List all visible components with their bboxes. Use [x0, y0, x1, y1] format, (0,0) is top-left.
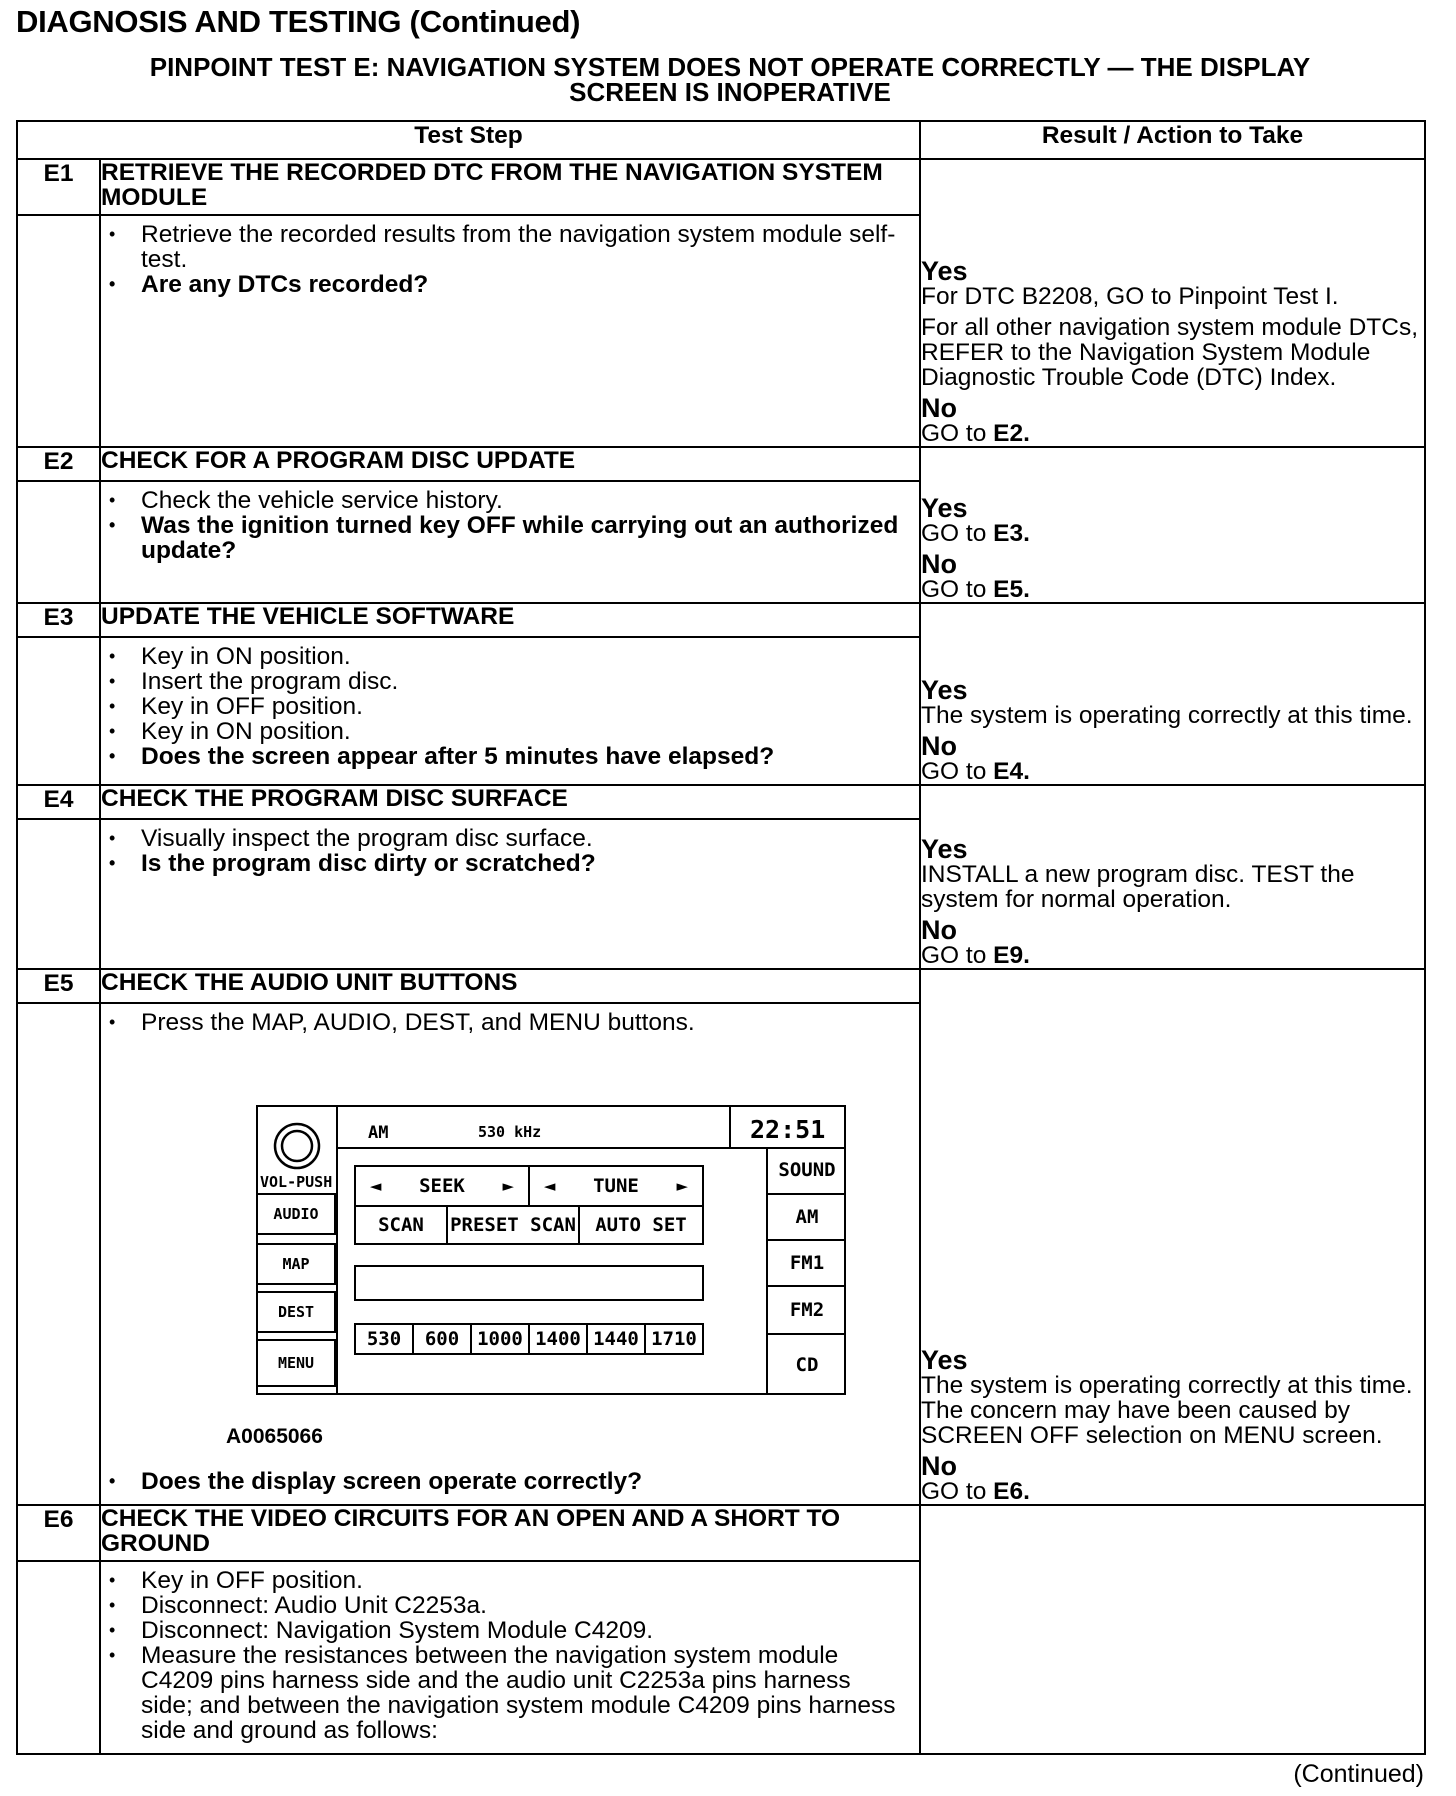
pinpoint-test-title [60, 52, 1400, 107]
result-text: The system is operating correctly at this time. [921, 702, 1413, 729]
result-text [921, 577, 1424, 602]
figure-caption: A0065066 [226, 1425, 323, 1448]
header-test-step: Test Step [17, 121, 920, 159]
preset-button: 1000 [472, 1323, 530, 1355]
result-text: INSTALL a new program disc. TEST the system for normal operation. [921, 861, 1355, 913]
bullet-question: • Does the screen appear after 5 minutes have elapsed? [141, 744, 909, 769]
preset-button: 530 [354, 1323, 414, 1355]
result-text: For DTC B2208, GO to Pinpoint Test I. [921, 283, 1339, 310]
step-body [100, 637, 920, 785]
step-result [920, 159, 1425, 447]
volume-knob-icon [272, 1121, 322, 1171]
bullet-question: • Was the ignition turned key OFF while carrying out an authorized update? [141, 513, 909, 563]
result-text: For all other navigation system module DTCs, REFER to the Navigation System Module Diagnostic Trouble Code (DTC) Index. [921, 314, 1418, 391]
goto-target: E6. [993, 1478, 1030, 1505]
preset-row [354, 1323, 704, 1355]
preset-button: 1440 [588, 1323, 646, 1355]
menu-button: MENU [256, 1339, 336, 1387]
preset-scan-button: PRESET SCAN [446, 1205, 580, 1245]
tune-control [528, 1165, 704, 1207]
seek-label: SEEK [419, 1175, 465, 1197]
bullet: • Press the MAP, AUDIO, DEST, and MENU buttons. [141, 1010, 909, 1035]
bullet: • Disconnect: Audio Unit C2253a. [141, 1593, 909, 1618]
result-yes: Yes [921, 675, 968, 705]
dest-button: DEST [256, 1291, 336, 1333]
map-button: MAP [256, 1243, 336, 1285]
audio-button: AUDIO [256, 1193, 336, 1235]
preset-button: 1400 [530, 1323, 588, 1355]
bullet-question: • Does the display screen operate correctly? [141, 1469, 909, 1494]
result-yes: Yes [921, 834, 968, 864]
result-no: No [921, 915, 957, 945]
am-button: AM [766, 1193, 846, 1241]
clock-display: 22:51 [750, 1115, 826, 1144]
step-result [920, 1505, 1425, 1754]
goto-target: E2. [993, 420, 1030, 447]
bullet-question: • Are any DTCs recorded? [141, 272, 909, 297]
goto-target: E5. [993, 576, 1030, 603]
step-id: E3 [17, 603, 100, 637]
step-body [100, 819, 920, 969]
step-result [920, 969, 1425, 1505]
bullet-question: • Is the program disc dirty or scratched? [141, 851, 909, 876]
fm1-button: FM1 [766, 1239, 846, 1287]
result-text [921, 521, 1424, 546]
goto-label: GO to [921, 420, 987, 447]
sound-button: SOUND [766, 1147, 846, 1195]
audio-unit-figure [256, 1105, 846, 1395]
step-id: E2 [17, 447, 100, 481]
result-no: No [921, 1451, 957, 1481]
bullet: • Visually inspect the program disc surface. [141, 826, 909, 851]
goto-label: GO to [921, 520, 987, 547]
step-result [920, 785, 1425, 969]
subtitle-line-1: PINPOINT TEST E: NAVIGATION SYSTEM DOES NOT OPERATE CORRECTLY — THE DISPLAY [149, 52, 1311, 82]
step-id: E5 [17, 969, 100, 1003]
step-title: CHECK THE AUDIO UNIT BUTTONS [100, 969, 920, 1003]
seek-control [354, 1165, 530, 1207]
step-result [920, 603, 1425, 785]
fm2-button: FM2 [766, 1285, 846, 1335]
preset-button: 600 [414, 1323, 472, 1355]
step-title: CHECK THE PROGRAM DISC SURFACE [100, 785, 920, 819]
display-strip [354, 1265, 704, 1301]
result-yes: Yes [921, 256, 968, 286]
step-result [920, 447, 1425, 603]
step-title: UPDATE THE VEHICLE SOFTWARE [100, 603, 920, 637]
result-no: No [921, 393, 957, 423]
page-title: DIAGNOSIS AND TESTING (Continued) [16, 4, 581, 39]
step-body [100, 215, 920, 447]
bullet: • Key in OFF position. [141, 1568, 909, 1593]
result-text: The system is operating correctly at this time. The concern may have been caused by SCREEN OFF selection on MENU screen. [921, 1372, 1413, 1449]
step-id: E4 [17, 785, 100, 819]
frequency-display: 530 kHz [478, 1123, 542, 1141]
bullet: • Retrieve the recorded results from the navigation system module self-test. [141, 222, 909, 272]
result-text [921, 943, 1424, 968]
step-id: E6 [17, 1505, 100, 1561]
step-title: CHECK THE VIDEO CIRCUITS FOR AN OPEN AND A SHORT TO GROUND [100, 1505, 920, 1561]
step-id: E1 [17, 159, 100, 215]
goto-target: E3. [993, 520, 1030, 547]
goto-label: GO to [921, 1478, 987, 1505]
tune-right-icon: ► [676, 1175, 688, 1197]
tune-left-icon: ◄ [544, 1175, 556, 1197]
result-text [921, 421, 1424, 446]
subtitle-line-2: SCREEN IS INOPERATIVE [569, 77, 891, 107]
bullet: • Disconnect: Navigation System Module C4209. [141, 1618, 909, 1643]
step-body [100, 481, 920, 603]
result-yes: Yes [921, 493, 968, 523]
result-yes: Yes [921, 1345, 968, 1375]
bullet: • Insert the program disc. [141, 669, 909, 694]
pinpoint-test-table [16, 120, 1426, 1755]
cd-button: CD [766, 1333, 846, 1395]
vol-push-label: VOL-PUSH [260, 1173, 333, 1191]
seek-left-icon: ◄ [370, 1175, 382, 1197]
result-no: No [921, 731, 957, 761]
result-text [921, 759, 1424, 784]
seek-right-icon: ► [502, 1175, 514, 1197]
step-title: RETRIEVE THE RECORDED DTC FROM THE NAVIGATION SYSTEM MODULE [100, 159, 920, 215]
scan-button: SCAN [354, 1205, 448, 1245]
preset-button: 1710 [646, 1323, 704, 1355]
bullet: • Check the vehicle service history. [141, 488, 909, 513]
tune-label: TUNE [593, 1175, 639, 1197]
band-display: AM [368, 1123, 389, 1143]
goto-label: GO to [921, 758, 987, 785]
bullet: • Key in OFF position. [141, 694, 909, 719]
goto-label: GO to [921, 942, 987, 969]
result-no: No [921, 549, 957, 579]
bullet: • Measure the resistances between the navigation system module C4209 pins harness side and the audio unit C2253a pins harness side; and between the navigation system module C4209 pins harness side and ground as follows: [141, 1643, 909, 1743]
auto-set-button: AUTO SET [578, 1205, 704, 1245]
header-result: Result / Action to Take [920, 121, 1425, 159]
result-text [921, 1479, 1424, 1504]
step-title: CHECK FOR A PROGRAM DISC UPDATE [100, 447, 920, 481]
step-body [100, 1003, 920, 1505]
goto-label: GO to [921, 576, 987, 603]
goto-target: E9. [993, 942, 1030, 969]
goto-target: E4. [993, 758, 1030, 785]
bullet: • Key in ON position. [141, 719, 909, 744]
bullet: • Key in ON position. [141, 644, 909, 669]
continued-label: (Continued) [1293, 1760, 1424, 1788]
step-body [100, 1561, 920, 1754]
